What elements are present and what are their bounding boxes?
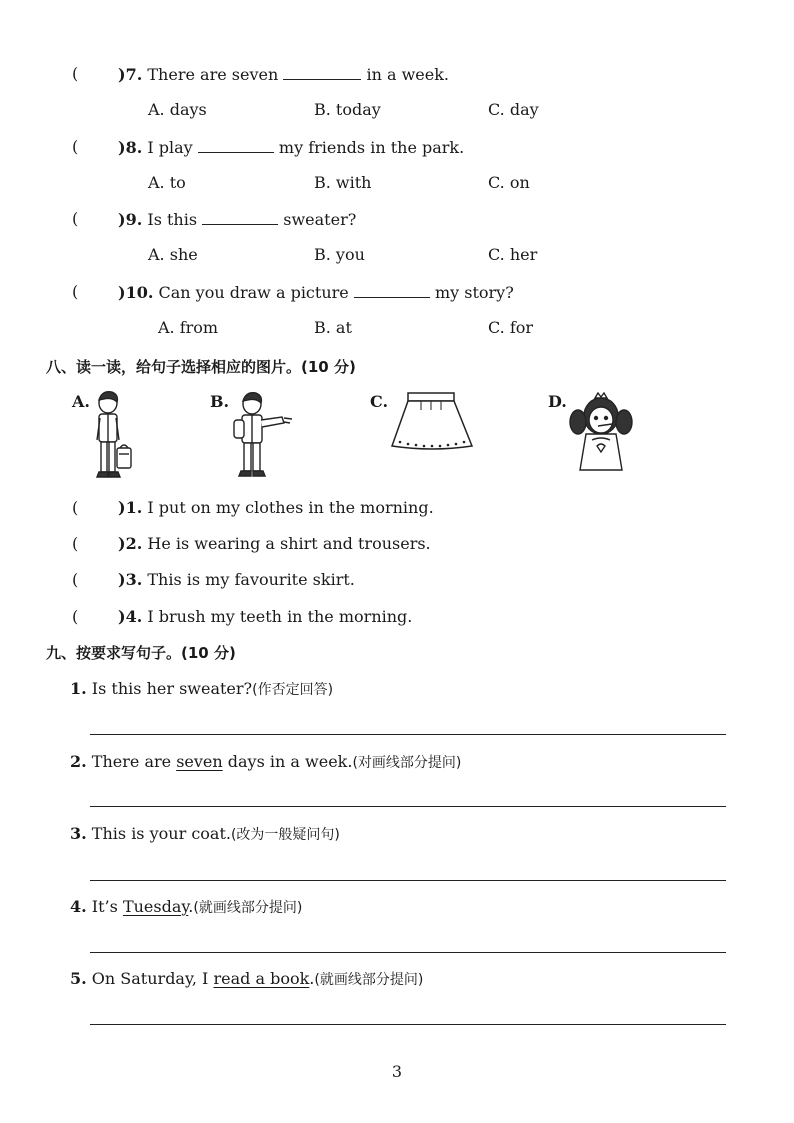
answer-paren-open: (: [72, 209, 79, 228]
option-b: B. at: [314, 318, 352, 337]
answer-paren-open: (: [72, 282, 79, 301]
answer-paren-open: (: [72, 534, 79, 553]
item-text: )4. I brush my teeth in the morning.: [118, 607, 413, 626]
section-8-title: 八、读一读，给句子选择相应的图片。(10 分): [46, 358, 356, 376]
question-text: )10. Can you draw a picture my story?: [118, 283, 514, 302]
answer-line-5[interactable]: [90, 1024, 726, 1025]
section-9-item-1: 1. Is this her sweater?(作否定回答): [70, 679, 334, 698]
section-8-item-1: [0, 498, 794, 518]
answer-blank[interactable]: [283, 64, 361, 80]
section-9-title: 九、按要求写句子。(10 分): [46, 644, 236, 662]
answer-line-2[interactable]: [90, 806, 726, 807]
skirt-illustration: [388, 390, 476, 456]
question-8: [0, 137, 794, 193]
question-7: [0, 64, 794, 120]
option-b: B. you: [314, 245, 365, 264]
option-b: B. today: [314, 100, 381, 119]
option-c: C. on: [488, 173, 530, 192]
question-text: )8. I play my friends in the park.: [118, 138, 465, 157]
section-8-item-2: [0, 534, 794, 554]
item-text: )1. I put on my clothes in the morning.: [118, 498, 434, 517]
picture-label-d: D.: [548, 392, 567, 411]
section-9-item-2: 2. There are seven days in a week.(对画线部分提问): [70, 752, 462, 771]
item-text: )3. This is my favourite skirt.: [118, 570, 355, 589]
question-10: [0, 282, 794, 338]
option-a: A. to: [148, 173, 186, 192]
answer-blank[interactable]: [202, 209, 278, 225]
answer-blank[interactable]: [354, 282, 430, 298]
picture-label-b: B.: [210, 392, 230, 411]
picture-label-a: A.: [72, 392, 90, 411]
option-c: C. day: [488, 100, 539, 119]
option-c: C. her: [488, 245, 538, 264]
picture-label-c: C.: [370, 392, 389, 411]
answer-line-4[interactable]: [90, 952, 726, 953]
section-8-item-4: [0, 607, 794, 627]
question-9: [0, 209, 794, 265]
question-text: )9. Is this sweater?: [118, 210, 357, 229]
girl-brushing-teeth-illustration: [568, 392, 634, 474]
answer-paren-open: (: [72, 607, 79, 626]
option-b: B. with: [314, 173, 372, 192]
boy-with-bag-illustration: [90, 390, 140, 482]
option-c: C. for: [488, 318, 534, 337]
answer-paren-open: (: [72, 570, 79, 589]
item-text: )2. He is wearing a shirt and trousers.: [118, 534, 431, 553]
answer-line-1[interactable]: [90, 734, 726, 735]
section-9-item-5: 5. On Saturday, I read a book.(就画线部分提问): [70, 969, 424, 988]
question-text: )7. There are seven in a week.: [118, 65, 449, 84]
option-a: A. from: [158, 318, 219, 337]
section-9-item-3: 3. This is your coat.(改为一般疑问句): [70, 824, 340, 843]
answer-blank[interactable]: [198, 137, 274, 153]
answer-paren-open: (: [72, 498, 79, 517]
page-number: 3: [391, 1062, 403, 1081]
option-a: A. she: [148, 245, 198, 264]
answer-paren-open: (: [72, 137, 79, 156]
answer-line-3[interactable]: [90, 880, 726, 881]
section-8-item-3: [0, 570, 794, 590]
option-a: A. days: [148, 100, 207, 119]
boy-pointing-illustration: [228, 390, 300, 482]
answer-paren-open: (: [72, 64, 79, 83]
section-9-item-4: 4. It’s Tuesday.(就画线部分提问): [70, 897, 303, 916]
